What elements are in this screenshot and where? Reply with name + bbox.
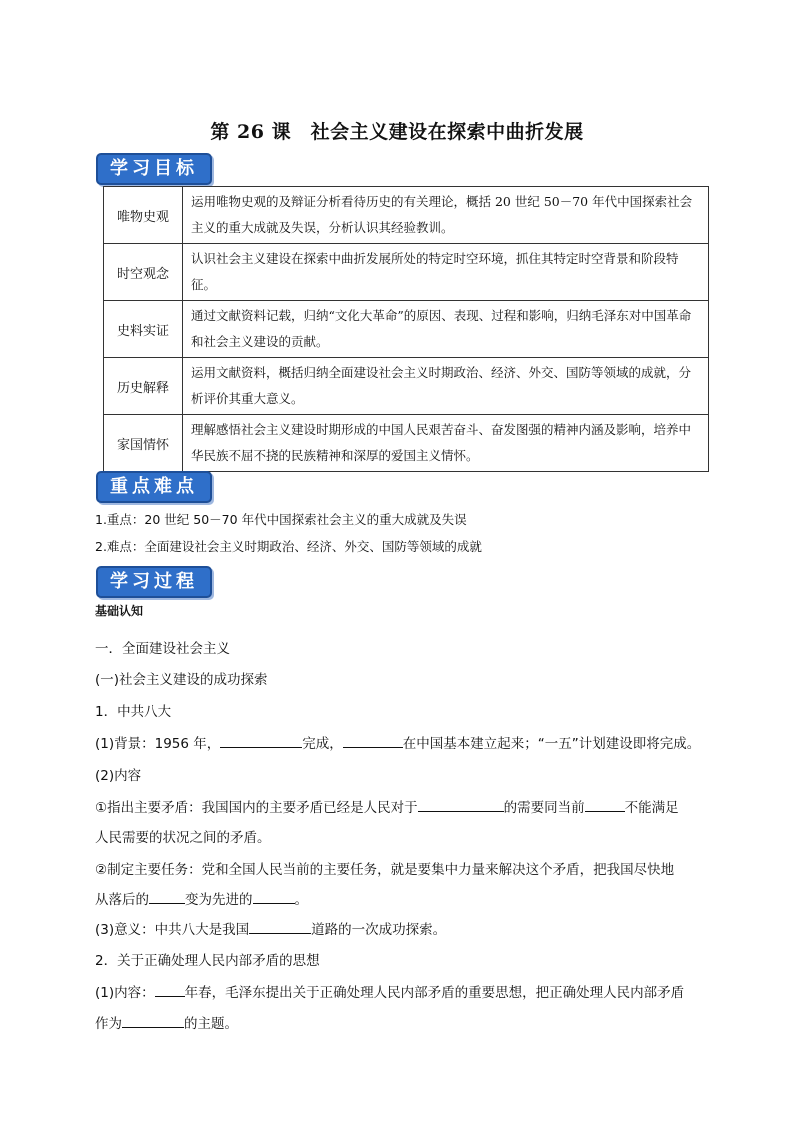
goal-label: 史料实证 xyxy=(104,301,183,358)
table-row xyxy=(104,244,709,301)
content-text: ①指出主要矛盾：我国国内的主要矛盾已经是人民对于 xyxy=(95,800,418,816)
goal-label: 家国情怀 xyxy=(104,415,183,472)
page-title: 第 26 课 社会主义建设在探索中曲折发展 xyxy=(210,121,584,143)
table-row xyxy=(104,358,709,415)
subsection-heading: (一)社会主义建设的成功探索 xyxy=(95,672,268,688)
goal-label: 唯物史观 xyxy=(104,187,183,244)
principle-text: (1)内容： xyxy=(95,985,155,1001)
task-text: 。 xyxy=(294,892,308,908)
principle-text: 的主题。 xyxy=(184,1016,238,1032)
part-one-heading: 一．全面建设社会主义 xyxy=(95,641,230,657)
goal-label: 时空观念 xyxy=(104,244,183,301)
goal-text: 运用文献资料，概括归纳全面建设社会主义时期政治、经济、外交、国防等领域的成就，分析评价其重大意义。 xyxy=(183,358,709,415)
content-text: 的需要同当前 xyxy=(503,800,585,816)
fill-blank[interactable] xyxy=(220,733,302,748)
item-heading: 2．关于正确处理人民内部矛盾的思想 xyxy=(95,953,320,969)
key-point-difficulty: 2.难点：全面建设社会主义时期政治、经济、外交、国防等领域的成就 xyxy=(95,539,482,554)
task-text: 从落后的 xyxy=(95,892,149,908)
background-line xyxy=(95,732,700,752)
fill-blank[interactable] xyxy=(149,889,185,904)
background-text: 在中国基本建立起来；“一五”计划建设即将完成。 xyxy=(402,736,701,752)
principle-text: 作为 xyxy=(95,1016,122,1032)
task-line: ②制定主要任务：党和全国人民当前的主要任务，就是要集中力量来解决这个矛盾，把我国尽快地 xyxy=(95,862,675,878)
content-line: 人民需要的状况之间的矛盾。 xyxy=(95,830,271,846)
table-row xyxy=(104,415,709,472)
task-text: 变为先进的 xyxy=(185,892,253,908)
background-text: (1)背景：1956 年， xyxy=(95,736,221,752)
section-badge-process: 学习过程 xyxy=(96,566,212,598)
goal-text: 认识社会主义建设在探索中曲折发展所处的特定时空环境，抓住其特定时空背景和阶段特征。 xyxy=(183,244,709,301)
significance-text: 道路的一次成功探索。 xyxy=(311,922,447,938)
table-row xyxy=(104,301,709,358)
basic-cognition-heading: 基础认知 xyxy=(95,604,144,618)
significance-text: (3)意义：中共八大是我国 xyxy=(95,922,250,938)
fill-blank[interactable] xyxy=(585,797,625,812)
table-row xyxy=(104,187,709,244)
goal-text: 运用唯物史观的及辩证分析看待历史的有关理论，概括 20 世纪 50－70 年代中国探索社会主义的重大成就及失误，分析认识其经验教训。 xyxy=(183,187,709,244)
goal-label: 历史解释 xyxy=(104,358,183,415)
fill-blank[interactable] xyxy=(343,733,403,748)
fill-blank[interactable] xyxy=(249,919,311,934)
goal-text: 通过文献资料记载，归纳“文化大革命”的原因、表现、过程和影响，归纳毛泽东对中国革命和社会主义建设的贡献。 xyxy=(183,301,709,358)
fill-blank[interactable] xyxy=(253,889,295,904)
task-line xyxy=(95,888,308,908)
learning-goals-table xyxy=(103,186,709,472)
principle-text: 年春，毛泽东提出关于正确处理人民内部矛盾的重要思想，把正确处理人民内部矛盾 xyxy=(184,985,685,1001)
principle-line xyxy=(95,1012,238,1032)
content-text: 不能满足 xyxy=(624,800,679,816)
item-heading: 1．中共八大 xyxy=(95,704,172,720)
goal-text: 理解感悟社会主义建设时期形成的中国人民艰苦奋斗、奋发图强的精神内涵及影响，培养中华民族不屈不挠的民族精神和深厚的爱国主义情怀。 xyxy=(183,415,709,472)
fill-blank[interactable] xyxy=(418,797,504,812)
fill-blank[interactable] xyxy=(122,1013,184,1028)
section-badge-key-points: 重点难点 xyxy=(96,471,212,503)
section-badge-goals: 学习目标 xyxy=(96,153,212,185)
content-line xyxy=(95,796,679,816)
significance-line xyxy=(95,918,446,938)
key-point-focus: 1.重点：20 世纪 50－70 年代中国探索社会主义的重大成就及失误 xyxy=(95,512,467,527)
background-text: 完成， xyxy=(302,736,343,752)
principle-line xyxy=(95,981,684,1001)
fill-blank[interactable] xyxy=(155,982,185,997)
content-heading: (2)内容 xyxy=(95,768,142,784)
